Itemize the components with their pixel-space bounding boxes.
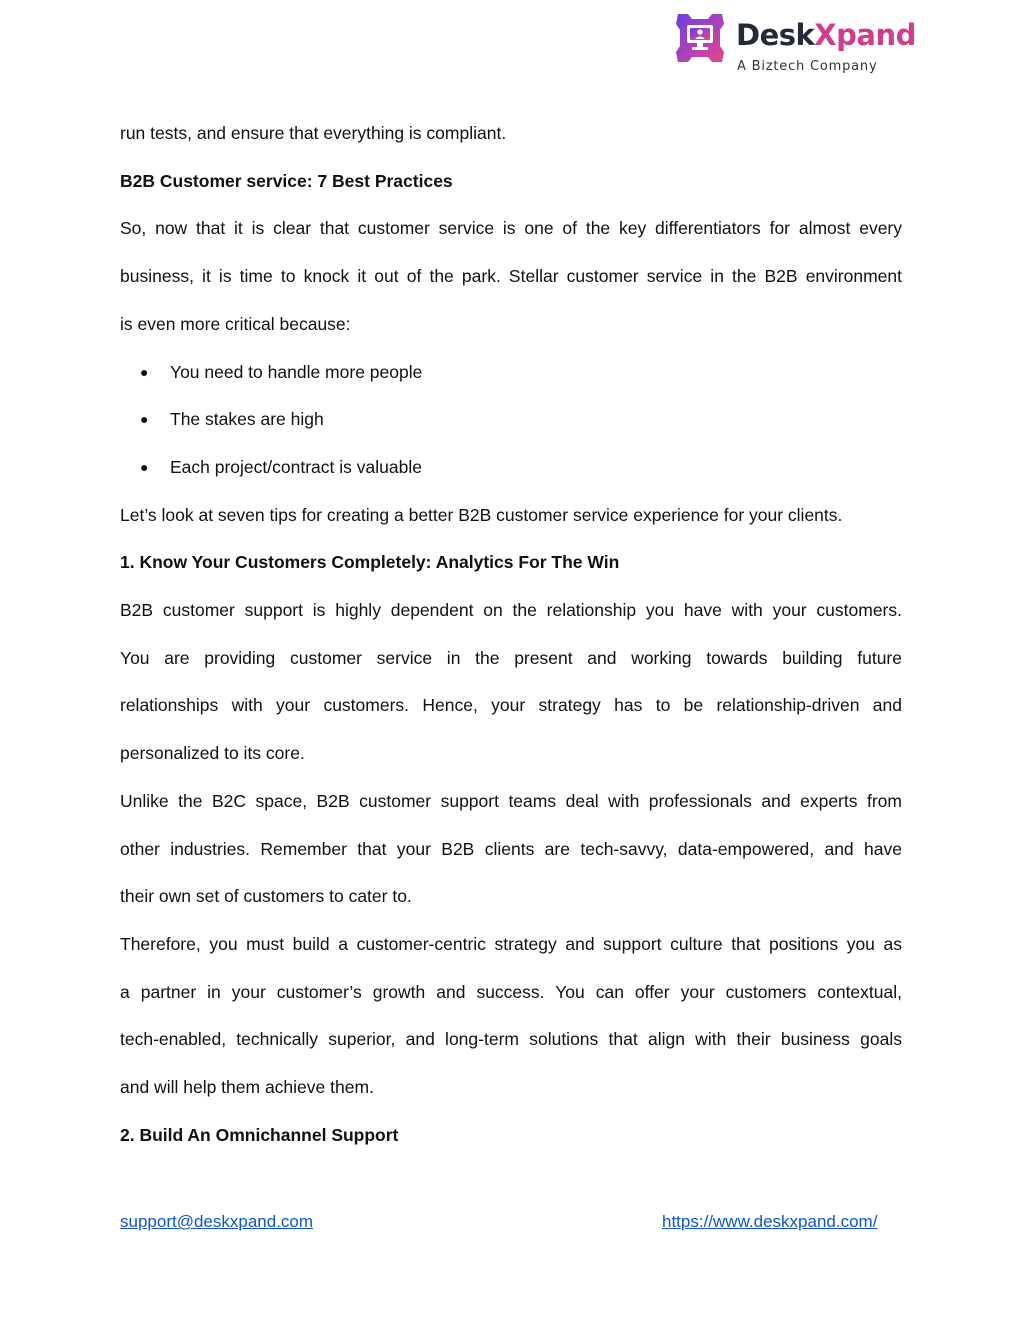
paragraph-strategy bbox=[120, 921, 902, 1112]
footer-website-link[interactable]: https://www.deskxpand.com/ bbox=[662, 1212, 878, 1231]
bullet-icon: ● bbox=[140, 458, 149, 475]
paragraph-line: business, it is time to knock it out of the park. Stellar customer service in the B2B environment bbox=[120, 266, 902, 287]
paragraph-line: So, now that it is clear that customer service is one of the key differentiators for almost every bbox=[120, 218, 902, 239]
list-item-text: The stakes are high bbox=[170, 409, 324, 430]
logo-wordmark bbox=[736, 18, 916, 52]
document-body bbox=[120, 110, 902, 1159]
paragraph-line: other industries. Remember that your B2B clients are tech-savvy, data-empowered, and have bbox=[120, 838, 902, 859]
list-item-text: You need to handle more people bbox=[170, 361, 423, 382]
monitor-person-icon bbox=[672, 10, 728, 66]
list-item bbox=[120, 444, 902, 492]
section-heading-omnichannel: 2. Build An Omnichannel Support bbox=[120, 1124, 399, 1145]
paragraph-tips-intro: Let’s look at seven tips for creating a better B2B customer service experience for your clients. bbox=[120, 504, 843, 525]
section-heading-best-practices: B2B Customer service: 7 Best Practices bbox=[120, 170, 453, 191]
list-item bbox=[120, 349, 902, 397]
bullet-list bbox=[120, 349, 902, 492]
paragraph-line: You are providing customer service in the present and working towards building future bbox=[120, 647, 902, 668]
logo-tagline: A Biztech Company bbox=[737, 59, 878, 74]
paragraph-continuation: run tests, and ensure that everything is compliant. bbox=[120, 123, 507, 143]
paragraph-line: personalized to its core. bbox=[120, 743, 305, 764]
paragraph-line: a partner in your customer’s growth and success. You can offer your customers contextual, bbox=[120, 981, 902, 1002]
paragraph-line: their own set of customers to cater to. bbox=[120, 886, 412, 907]
paragraph-line: tech-enabled, technically superior, and long-term solutions that align with their business goals bbox=[120, 1029, 902, 1050]
paragraph-line: is even more critical because: bbox=[120, 313, 351, 334]
paragraph-line: and will help them achieve them. bbox=[120, 1077, 374, 1098]
logo-word-desk: Desk bbox=[736, 18, 815, 52]
paragraph-b2c-comparison bbox=[120, 778, 902, 921]
paragraph-relationship bbox=[120, 587, 902, 778]
paragraph-line: Therefore, you must build a customer-centric strategy and support culture that positions you as bbox=[120, 933, 902, 954]
paragraph-line: B2B customer support is highly dependent on the relationship you have with your customers. bbox=[120, 600, 902, 621]
bullet-icon: ● bbox=[140, 363, 149, 380]
paragraph-line: Unlike the B2C space, B2B customer support teams deal with professionals and experts from bbox=[120, 790, 902, 811]
list-item-text: Each project/contract is valuable bbox=[170, 456, 422, 477]
list-item bbox=[120, 396, 902, 444]
section-heading-know-customers: 1. Know Your Customers Completely: Analytics For The Win bbox=[120, 552, 620, 573]
company-logo bbox=[672, 10, 916, 80]
paragraph-line: relationships with your customers. Hence, your strategy has to be relationship-driven and bbox=[120, 695, 902, 716]
logo-word-xpand: Xpand bbox=[814, 18, 916, 52]
footer-email-link[interactable]: support@deskxpand.com bbox=[120, 1212, 314, 1231]
paragraph-intro bbox=[120, 205, 902, 348]
bullet-icon: ● bbox=[140, 411, 149, 428]
